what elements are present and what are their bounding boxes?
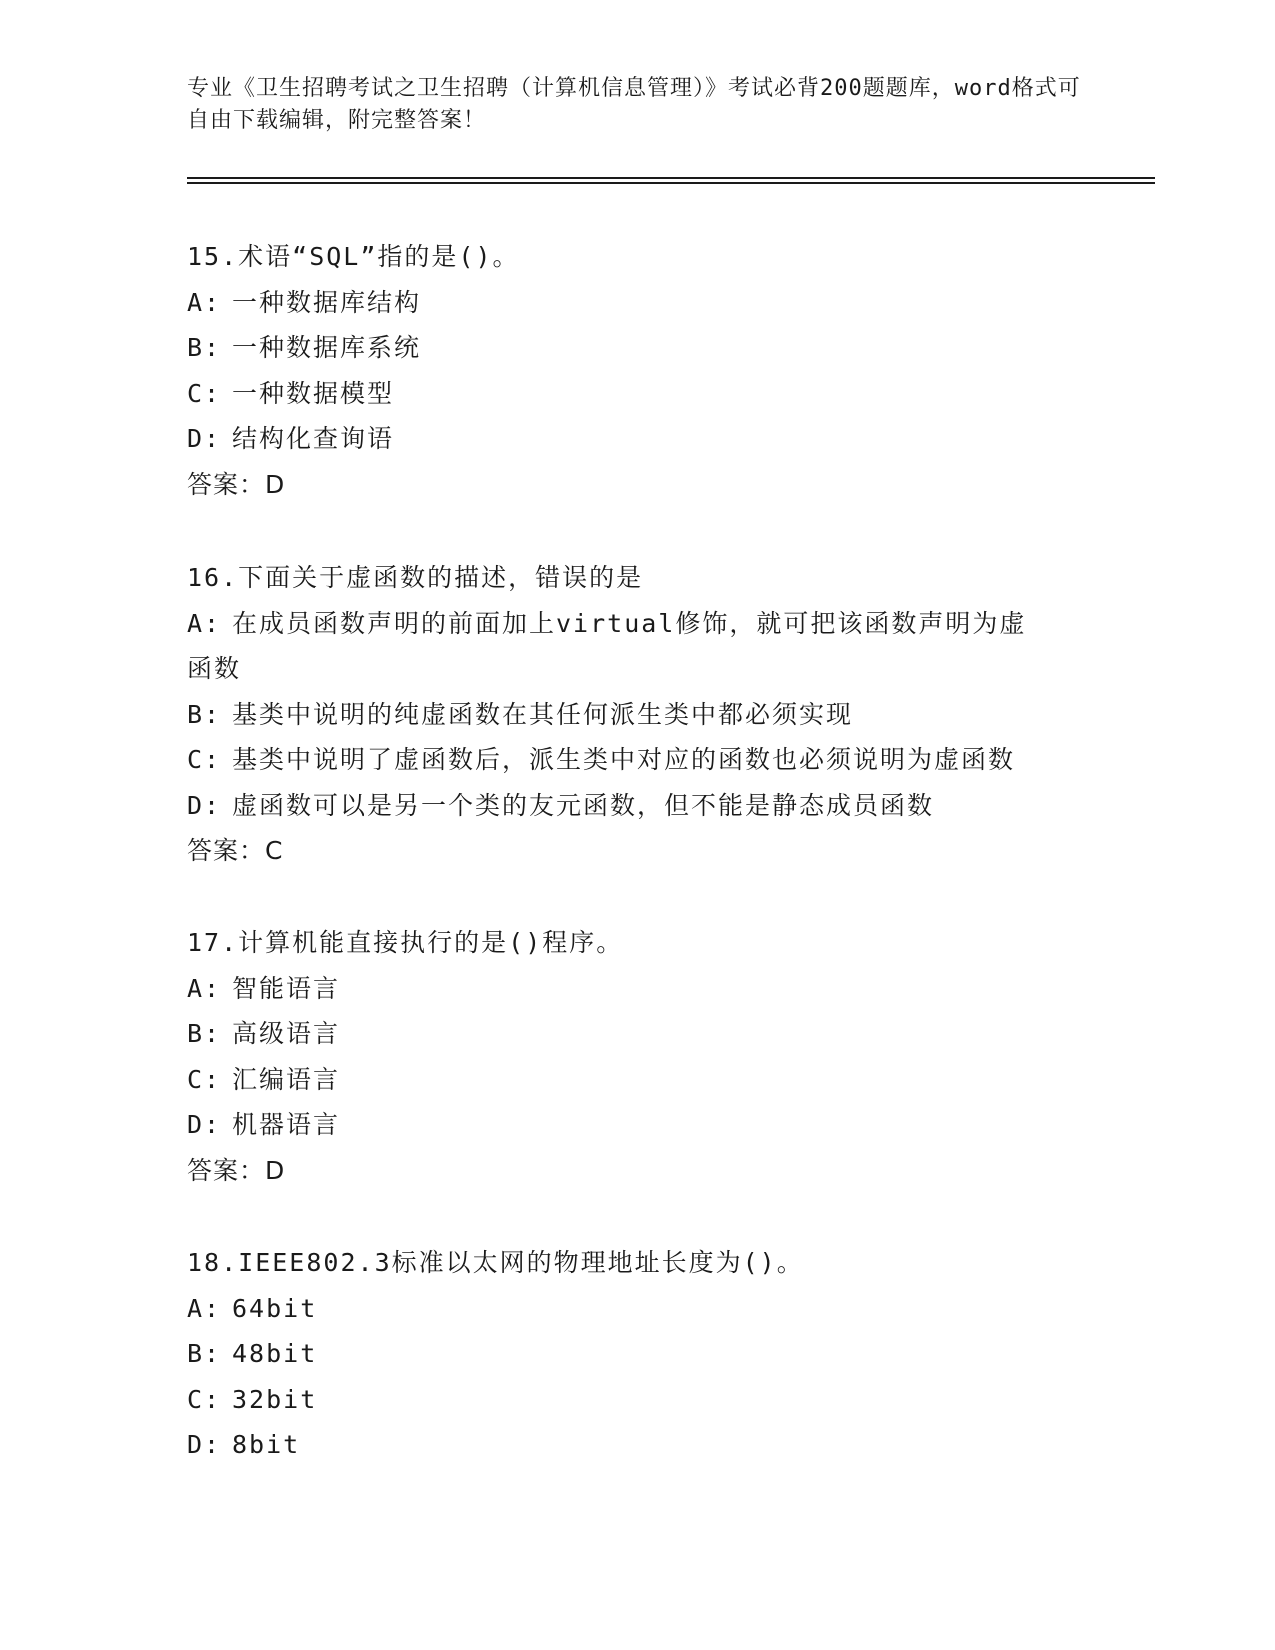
option-letter: B: (187, 1019, 222, 1048)
option-letter: B: (187, 699, 222, 729)
option-text: 在成员函数声明的前面加上virtual修饰，就可把该函数声明为虚函数 (187, 608, 1027, 683)
option-text: 一种数据库结构 (232, 287, 422, 317)
question-16 (187, 555, 1087, 874)
question-18 (187, 1240, 1087, 1468)
option-text: 基类中说明的纯虚函数在其任何派生类中都必须实现 (232, 699, 854, 729)
option-d (187, 416, 1087, 462)
option-c (187, 371, 1087, 417)
option-letter: C: (187, 378, 222, 408)
question-stem: 15.术语“SQL”指的是()。 (187, 242, 520, 271)
option-a (187, 1286, 1087, 1332)
option-a (187, 280, 1087, 326)
answer-label: 答案：D (187, 1155, 286, 1185)
option-b (187, 1011, 1087, 1057)
option-letter: B: (187, 1339, 222, 1368)
option-text: 智能语言 (232, 973, 341, 1003)
option-text: 32bit (232, 1384, 318, 1414)
option-b (187, 692, 1087, 738)
option-text: 结构化查询语 (232, 424, 395, 453)
option-text: 64bit (232, 1293, 318, 1323)
option-text: 一种数据库系统 (232, 333, 422, 362)
answer-label: 答案：D (187, 469, 286, 499)
question-stem: 17.计算机能直接执行的是()程序。 (187, 928, 624, 957)
option-text: 8bit (232, 1430, 301, 1459)
option-c (187, 1057, 1087, 1103)
question-stem: 16.下面关于虚函数的描述，错误的是 (187, 563, 644, 592)
option-text: 机器语言 (232, 1110, 341, 1139)
document-header: 专业《卫生招聘考试之卫生招聘（计算机信息管理）》考试必背200题题库，word格式可自由下载编辑，附完整答案！ (187, 76, 1081, 133)
option-letter: C: (187, 1384, 222, 1414)
option-letter: D: (187, 790, 222, 820)
option-letter: D: (187, 424, 222, 453)
option-letter: C: (187, 745, 222, 774)
option-b (187, 1331, 1087, 1377)
option-a (187, 966, 1087, 1012)
option-text: 虚函数可以是另一个类的友元函数，但不能是静态成员函数 (232, 790, 935, 820)
option-letter: D: (187, 1430, 222, 1459)
option-d (187, 1422, 1087, 1468)
option-d (187, 783, 1087, 829)
option-letter: D: (187, 1110, 222, 1139)
option-b (187, 325, 1087, 371)
option-letter: C: (187, 1064, 222, 1094)
question-15 (187, 234, 1087, 507)
option-a (187, 601, 1037, 692)
option-text: 一种数据模型 (232, 378, 395, 408)
option-text: 基类中说明了虚函数后，派生类中对应的函数也必须说明为虚函数 (232, 745, 1016, 774)
option-letter: B: (187, 333, 222, 362)
question-17 (187, 920, 1087, 1193)
answer-label: 答案：C (187, 836, 284, 865)
option-letter: A: (187, 973, 222, 1003)
option-text: 高级语言 (232, 1019, 341, 1048)
header-divider-top (187, 177, 1155, 179)
option-letter: A: (187, 608, 222, 638)
option-letter: A: (187, 1293, 222, 1323)
option-c (187, 737, 1087, 783)
header-divider-bottom (187, 182, 1155, 184)
option-c (187, 1377, 1087, 1423)
option-letter: A: (187, 287, 222, 317)
option-d (187, 1102, 1087, 1148)
option-text: 48bit (232, 1339, 318, 1368)
question-stem: 18.IEEE802.3标准以太网的物理地址长度为()。 (187, 1248, 804, 1277)
option-text: 汇编语言 (232, 1064, 341, 1094)
